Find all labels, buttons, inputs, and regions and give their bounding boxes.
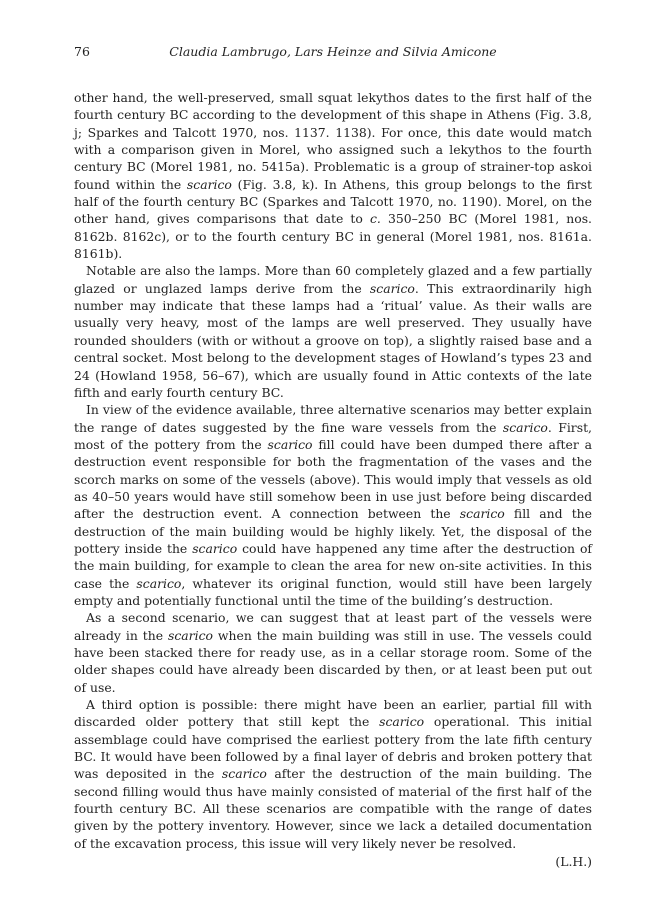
text-run: As a second scenario, we can suggest that at least part of the vessels were already in the — [74, 610, 592, 643]
text-run: when the main building was still in use. The vessels could have been stacked there for ready use, as in a cellar storage room. Some of the older shapes could have already been discarded by then, or at least been put out of use. — [74, 627, 592, 695]
book-page — [74, 44, 592, 869]
italic-term: scarico — [136, 575, 182, 591]
paragraph — [74, 609, 592, 696]
text-run: after the destruction of the main building. The second filling would thus have mainly consisted of material of the first half of the fourth century BC. All these scenarios are compatible with the range of dates given by the pottery inventory. However, since we lack a detailed documentation of the excavation process, this issue will very likely never be resolved. — [74, 766, 592, 851]
italic-term: scarico — [502, 419, 548, 435]
italic-term: scarico — [267, 436, 313, 452]
italic-term: scarico — [186, 176, 232, 192]
paragraph — [74, 262, 592, 401]
italic-term: scarico — [379, 714, 425, 730]
paragraph — [74, 401, 592, 609]
text-run: could have happened any time after the destruction of the main building, for example to clean the area for new on-site activities. In this case the — [74, 540, 592, 591]
italic-term: scarico — [369, 280, 415, 296]
text-run: , whatever its original function, would still have been largely empty and potentially functional until the time of the building’s destruction. — [74, 575, 592, 608]
author-initials: (L.H.) — [555, 854, 592, 870]
italic-term: scarico — [221, 766, 267, 782]
text-run: fill and the destruction of the main building would be highly likely. Yet, the disposal of the pottery inside the — [74, 506, 592, 556]
text-run: Notable are also the lamps. More than 60 completely glazed and a few partially glazed or unglazed lamps derive from the — [74, 263, 592, 296]
body-text — [74, 89, 592, 852]
text-run: fill could have been dumped there after a destruction event responsible for both the fragmentation of the vases and the scorch marks on some of the vessels (above). This would imply that vessels as old as 40–50 years would have still somehow been in use just before being discarded after the destruction event. A connection between the — [74, 436, 592, 522]
text-run: other hand, the well-preserved, small squat lekythos dates to the first half of the fourth century BC according to the development of this shape in Athens (Fig. 3.8, j; Sparkes and Talcott 1970, nos. 1137. 1138). For once, this date would match with a comparison given in Morel, who assigned such a lekythos to the fourth century BC (Morel 1981, no. 5415a). Problematic is a group of strainer-top askoi found within the — [74, 90, 592, 192]
italic-term: c. — [369, 211, 381, 227]
text-run: operational. This initial assemblage could have comprised the earliest pottery from the late fifth century BC. It would have been followed by a final layer of debris and broken pottery that was deposited in the — [74, 714, 592, 782]
italic-term: scarico — [168, 627, 213, 643]
text-run: 350–250 BC (Morel 1981, nos. 8162b. 8162c), or to the fourth century BC in general (Morel 1981, nos. 8161a. 8161b). — [74, 211, 592, 262]
paragraph — [74, 696, 592, 852]
running-title: Claudia Lambrugo, Lars Heinze and Silvia Amicone — [169, 44, 497, 59]
page-header — [74, 44, 592, 66]
italic-term: scarico — [459, 506, 505, 522]
text-run: . This extraordinarily high number may indicate that these lamps had a ‘ritual’ value. As their walls are usually very heavy, most of the lamps are well preserved. They usually have rounded shoulders (with or without a groove on top), a slightly raised base and a central socket. Most belong to the development stages of Howland’s types 23 and 24 (Howland 1958, 56–67), which are usually found in Attic contexts of the late fifth and early fourth century BC. — [74, 280, 593, 400]
text-run: A third option is possible: there might have been an earlier, partial fill with discarded older pottery that still kept the — [74, 697, 592, 730]
paragraph — [74, 89, 592, 262]
italic-term: scarico — [192, 540, 238, 556]
text-run: In view of the evidence available, three alternative scenarios may better explain the range of dates suggested by the fine ware vessels from the — [74, 402, 592, 435]
page-number: 76 — [74, 44, 90, 59]
text-run: . First, most of the pottery from the — [74, 419, 592, 452]
text-run: (Fig. 3.8, k). In Athens, this group belongs to the first half of the fourth century BC (Sparkes and Talcott 1970, no. 1190). Morel, on the other hand, gives comparisons that date to — [74, 176, 592, 227]
